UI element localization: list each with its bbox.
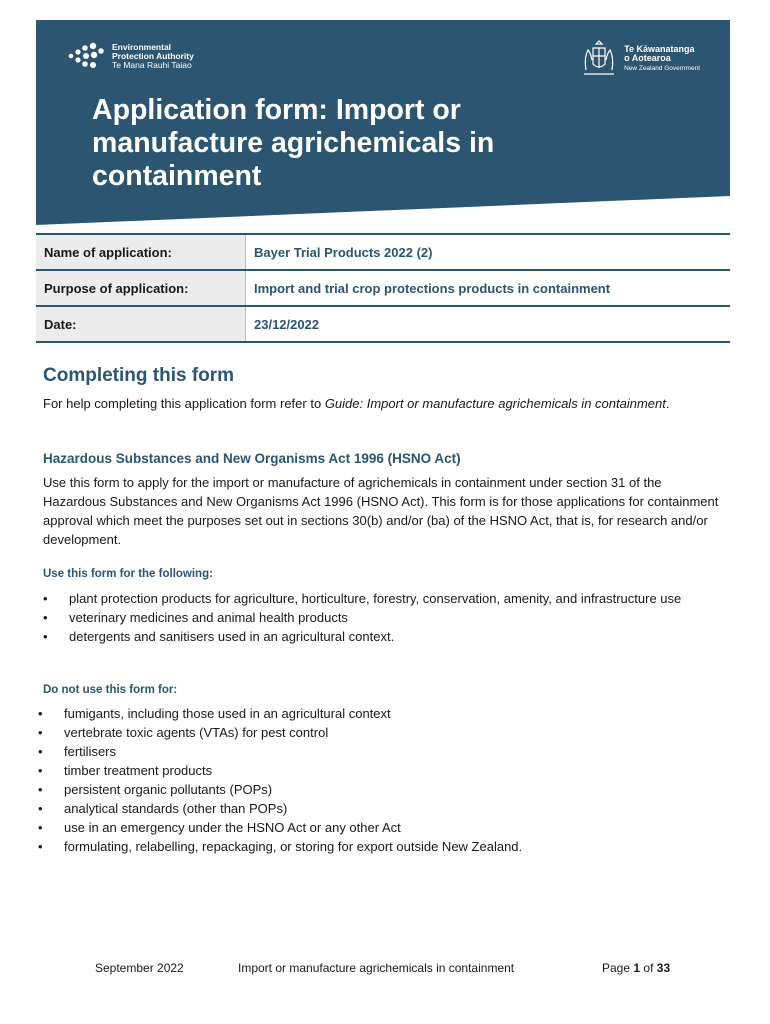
footer-page-number	[602, 961, 670, 975]
table-row	[36, 234, 730, 270]
meta-label: Date:	[36, 306, 246, 342]
list-item: • vertebrate toxic agents (VTAs) for pest control	[38, 723, 728, 742]
meta-value: Import and trial crop protections products in containment	[246, 270, 731, 306]
page-current: 1	[633, 961, 641, 975]
list-item: • analytical standards (other than POPs)	[38, 799, 728, 818]
hsno-heading: Hazardous Substances and New Organisms Act 1996 (HSNO Act)	[43, 451, 461, 466]
list-item: • veterinary medicines and animal health products	[43, 608, 723, 627]
epa-logo	[66, 42, 194, 70]
footer-date: September 2022	[95, 961, 184, 975]
list-item: • plant protection products for agriculture, horticulture, forestry, conservation, amenity, and infrastructure use	[43, 589, 723, 608]
footer-doc-title: Import or manufacture agrichemicals in containment	[238, 961, 515, 975]
application-meta-table	[36, 233, 730, 343]
do-not-use-list	[38, 704, 728, 856]
use-for-list	[43, 589, 723, 646]
page-title: Application form: Import or manufacture agrichemicals in containment	[92, 94, 495, 192]
do-not-use-heading: Do not use this form for:	[43, 684, 178, 696]
help-prefix: For help completing this application form refer to	[43, 396, 325, 411]
list-item: • formulating, relabelling, repackaging, or storing for export outside New Zealand.	[38, 837, 728, 856]
meta-label: Purpose of application:	[36, 270, 246, 306]
help-suffix: .	[665, 396, 670, 411]
list-item: • fumigants, including those used in an agricultural context	[38, 704, 728, 723]
list-item: • timber treatment products	[38, 761, 728, 780]
completing-heading: Completing this form	[43, 365, 235, 386]
epa-name: Environmental Protection Authority Te Mana Rauhi Taiao	[112, 41, 194, 70]
epa-dots-icon	[66, 42, 106, 70]
help-paragraph	[43, 394, 723, 413]
table-row	[36, 270, 730, 306]
meta-label: Name of application:	[36, 234, 246, 270]
table-row	[36, 306, 730, 342]
nz-government-name: Te Kāwanatanga o Aotearoa New Zealand Government	[624, 43, 700, 72]
use-for-heading: Use this form for the following:	[43, 568, 213, 580]
list-item: • detergents and sanitisers used in an agricultural context.	[43, 627, 723, 646]
nz-government-logo	[578, 40, 700, 78]
page-label: Page	[602, 961, 631, 975]
list-item: • use in an emergency under the HSNO Act or any other Act	[38, 818, 728, 837]
page-total: 33	[656, 961, 671, 975]
guide-reference: Guide: Import or manufacture agrichemicals in containment	[324, 396, 666, 411]
list-item: • fertilisers	[38, 742, 728, 761]
coat-of-arms-icon	[578, 40, 620, 78]
of-label: of	[643, 961, 654, 975]
meta-value: 23/12/2022	[246, 306, 731, 342]
list-item: • persistent organic pollutants (POPs)	[38, 780, 728, 799]
hsno-paragraph: Use this form to apply for the import or manufacture of agrichemicals in containment under section 31 of the Hazardous Substances and New Organisms Act 1996 (HSNO Act). This form is for those applications for containment approval which meet the purposes set out in sections 30(b) and/or (ba) of the HSNO Act, that is, for research and/or development.	[43, 475, 719, 547]
header-banner	[36, 20, 730, 225]
meta-value: Bayer Trial Products 2022 (2)	[246, 234, 731, 270]
